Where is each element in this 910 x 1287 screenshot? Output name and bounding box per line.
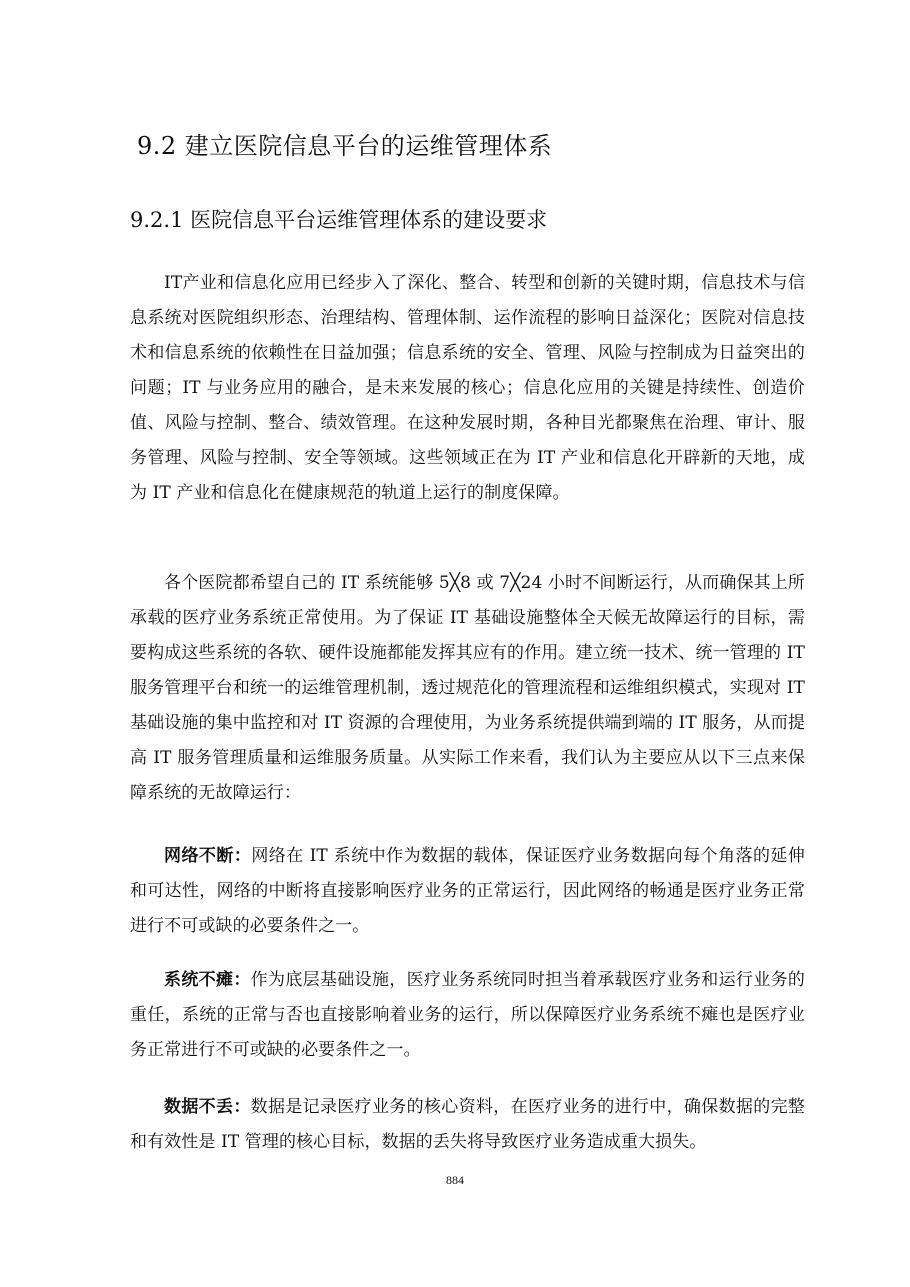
data-body-text: 数据是记录医疗业务的核心资料，在医疗业务的进行中，确保数据的完整和有效性是 IT 管理的核心目标，数据的丢失将导致医疗业务造成重大损失。 [130,1097,805,1152]
section-title: 9.2 建立医院信息平台的运维管理体系 [137,132,553,160]
paragraph-network [130,839,805,944]
subsection-title: 9.2.1 医院信息平台运维管理体系的建设要求 [130,208,548,232]
system-lead-label: 系统不瘫： [164,970,251,990]
network-lead-label: 网络不断： [164,846,252,866]
paragraph-it-industry: IT产业和信息化应用已经步入了深化、整合、转型和创新的关键时期，信息技术与信息系统对医院组织形态、治理结构、管理体制、运作流程的影响日益深化；医院对信息技术和信息系统的依赖性在日益加强；信息系统的安全、管理、风险与控制成为日益突出的问题；IT 与业务应用的融合，是未来发展的核心；信息化应用的关键是持续性、创造价值、风险与控制、整合、绩效管理。在这种发展时期，各种目光都聚焦在治理、审计、服务管理、风险与控制、安全等领域。这些领域正在为 IT 产业和信息化开辟新的天地，成为 IT 产业和信息化在健康规范的轨道上运行的制度保障。 [130,273,805,503]
paragraph-data [130,1090,805,1160]
paragraph-system [130,963,805,1068]
data-lead-label: 数据不丢： [164,1097,251,1117]
system-body-text: 作为底层基础设施，医疗业务系统同时担当着承载医疗业务和运行业务的重任，系统的正常与否也直接影响着业务的运行，所以保障医疗业务系统不瘫也是医疗业务正常进行不可或缺的必要条件之一。 [130,970,805,1060]
page-number: 884 [446,1173,464,1187]
paragraph-hospital-goals: 各个医院都希望自己的 IT 系统能够 5╳8 或 7╳24 小时不间断运行，从而确保其上所承载的医疗业务系统正常使用。为了保证 IT 基础设施整体全天候无故障运行的目标，需要构成这些系统的各软、硬件设施都能发挥其应有的作用。建立统一技术、统一管理的 IT 服务管理平台和统一的运维管理机制，透过规范化的管理流程和运维组织模式，实现对 IT 基础设施的集中监控和对 IT 资源的合理使用，为业务系统提供端到端的 IT 服务，从而提高 IT 服务管理质量和运维服务质量。从实际工作来看，我们认为主要应从以下三点来保障系统的无故障运行： [130,573,805,803]
network-body-text: 网络在 IT 系统中作为数据的载体，保证医疗业务数据向每个角落的延伸和可达性，网络的中断将直接影响医疗业务的正常运行，因此网络的畅通是医疗业务正常进行不可或缺的必要条件之一。 [130,846,806,936]
